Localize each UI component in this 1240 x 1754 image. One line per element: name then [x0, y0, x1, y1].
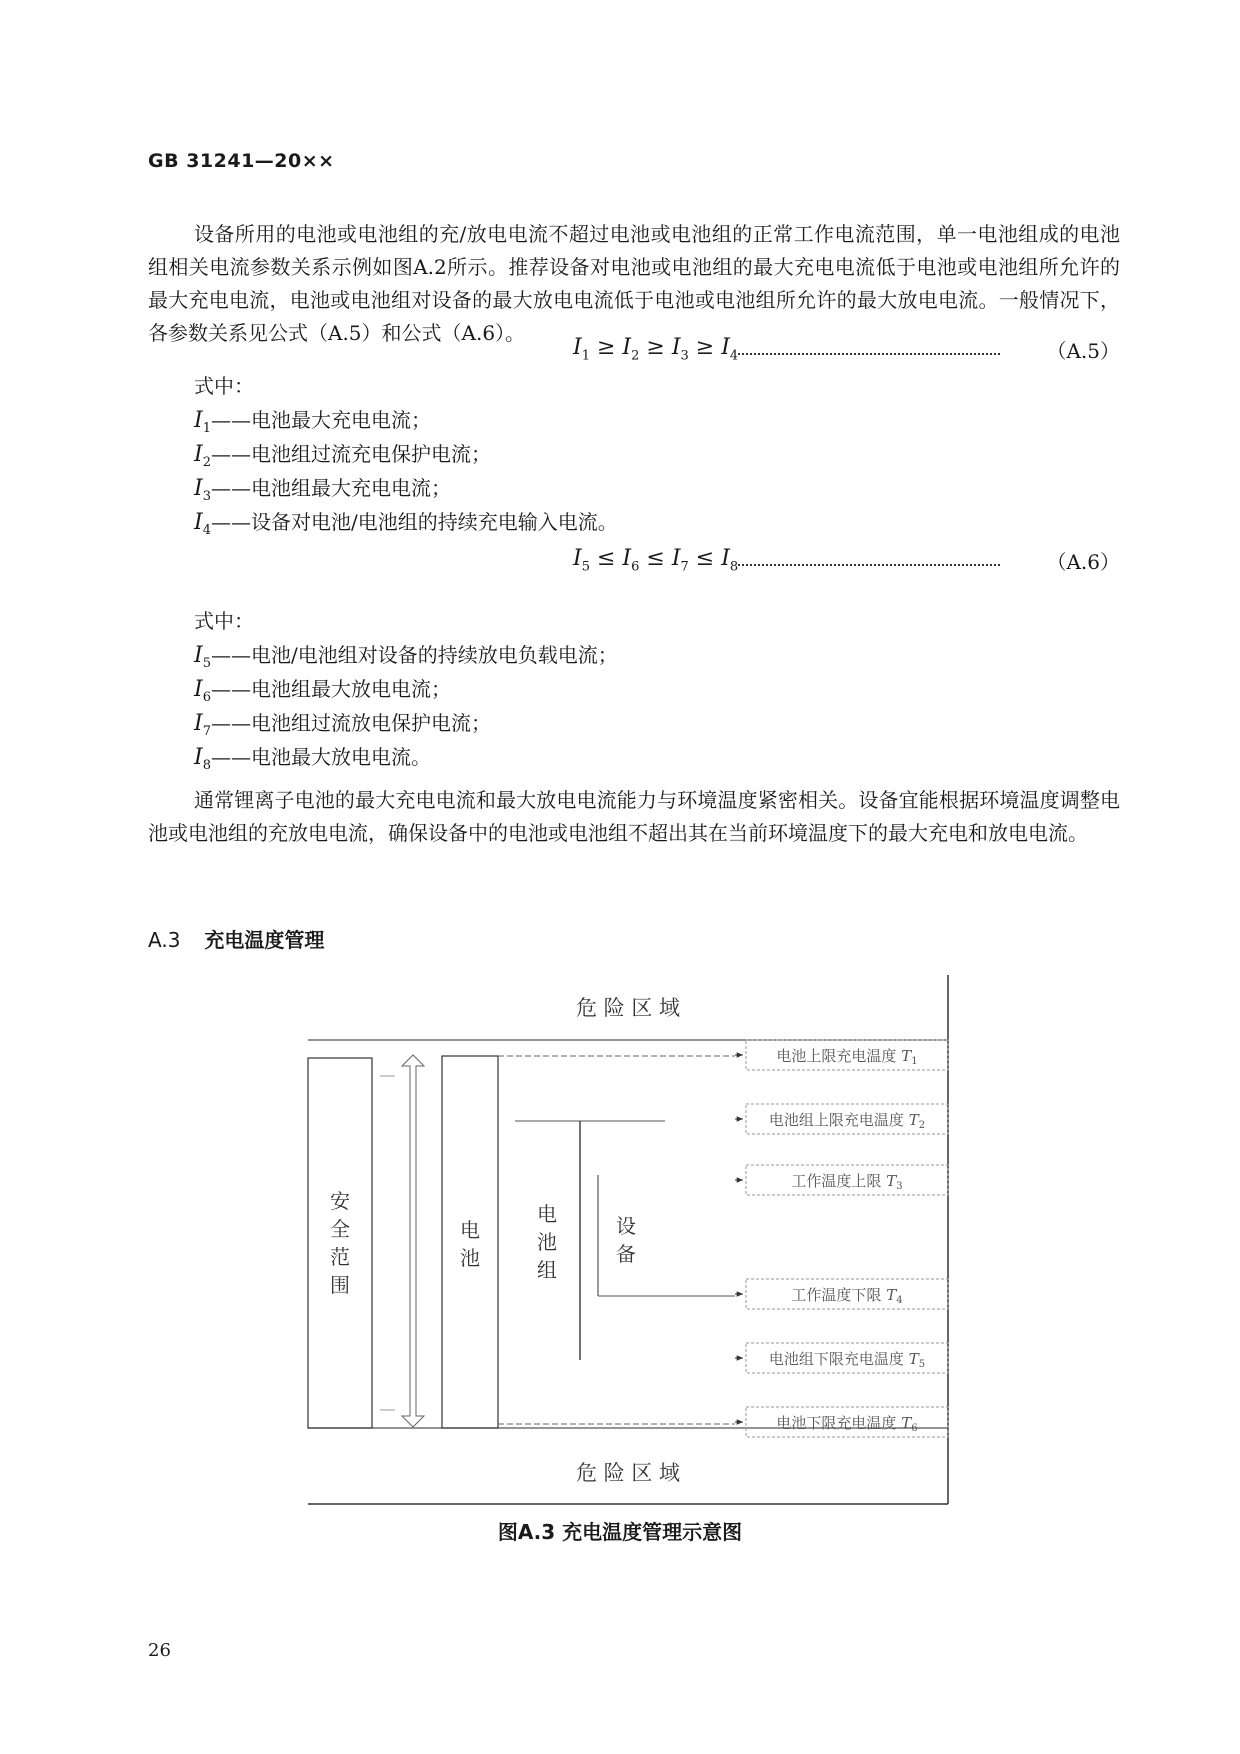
temperature-paragraph: 通常锂离子电池的最大充电电流和最大放电电流能力与环境温度紧密相关。设备宜能根据环境温度调整电池或电池组的充放电电流，确保设备中的电池或电池组不超出其在当前环境温度下的最大充电和放电电流。 [148, 788, 1120, 845]
safe-range-label [330, 1189, 350, 1297]
symbol-definition: $I_6——$电池组最大放电电流； [194, 677, 451, 705]
range-double-arrow [402, 1055, 424, 1427]
danger-zone-top: 危 险 区 域 [575, 996, 681, 1020]
formula-a5-number: （A.5） [1046, 339, 1120, 363]
danger-zone-bottom: 危 险 区 域 [575, 1461, 681, 1485]
page-number: 26 [148, 1640, 171, 1661]
symbol-definition: $I_5——$电池/电池组对设备的持续放电负载电流； [194, 643, 618, 671]
temperature-limit-label: 电池上限充电温度 $T_1$ [776, 1047, 918, 1067]
symbol-definition: $I_4——$设备对电池/电池组的持续充电输入电流。 [194, 510, 618, 538]
diagram-char: 组 [537, 1258, 557, 1282]
diagram-char: 电 [537, 1202, 557, 1226]
where-label: 式中： [194, 374, 254, 398]
symbol-definition: $I_7——$电池组过流放电保护电流； [194, 711, 491, 739]
where-label: 式中： [194, 609, 254, 633]
symbol-definition: $I_3——$电池组最大充电电流； [194, 476, 451, 504]
diagram-char: 围 [330, 1273, 350, 1297]
temperature-limit-label: 电池下限充电温度 $T_6$ [776, 1414, 918, 1434]
temperature-limit-label: 电池组下限充电温度 $T_5$ [768, 1350, 926, 1370]
formula-a6-expression: $I_5 \le I_6 \le I_7 \le I_8$ [573, 546, 739, 575]
diagram-char: 池 [537, 1230, 557, 1254]
symbol-definition: $I_1——$电池最大充电电流； [194, 408, 431, 436]
battery-label [460, 1218, 480, 1270]
diagram-char: 安 [330, 1189, 350, 1213]
battery-pack-label [537, 1202, 557, 1282]
figure-caption: 图A.3 充电温度管理示意图 [497, 1520, 743, 1544]
symbol-definition: $I_2——$电池组过流充电保护电流； [194, 442, 491, 470]
battery-box [442, 1056, 498, 1428]
document-id: GB 31241—20×× [148, 150, 335, 172]
section-title: 充电温度管理 [204, 928, 325, 952]
section-number: A.3 [148, 928, 181, 952]
diagram-char: 设 [616, 1214, 636, 1238]
symbol-definition: $I_8——$电池最大放电电流。 [194, 745, 431, 773]
intro-paragraph: 设备所用的电池或电池组的充/放电电流不超过电池或电池组的正常工作电流范围，单一电池组成的电池组相关电流参数关系示例如图A.2所示。推荐设备对电池或电池组的最大充电电流低于电池或电池组所允许的最大充电电流，电池或电池组对设备的最大放电电流低于电池或电池组所允许的最大放电电流。一般情况下，各参数关系见公式（A.5）和公式（A.6）。 [148, 222, 1120, 345]
diagram-char: 备 [616, 1242, 636, 1266]
temperature-limit-labels [735, 1040, 948, 1437]
diagram-char: 全 [330, 1217, 350, 1241]
safe-range-box [308, 1058, 372, 1428]
diagram-char: 池 [460, 1246, 480, 1270]
formula-a5-expression: $I_1 \ge I_2 \ge I_3 \ge I_4$ [573, 335, 739, 364]
formula-a6-number: （A.6） [1046, 550, 1120, 574]
temperature-limit-label: 电池组上限充电温度 $T_2$ [768, 1111, 926, 1131]
diagram-char: 范 [330, 1245, 350, 1269]
device-label [616, 1214, 636, 1266]
diagram-char: 电 [460, 1218, 480, 1242]
temperature-limit-label: 工作温度下限 $T_4$ [791, 1286, 903, 1306]
temperature-limit-label: 工作温度上限 $T_3$ [791, 1172, 903, 1192]
